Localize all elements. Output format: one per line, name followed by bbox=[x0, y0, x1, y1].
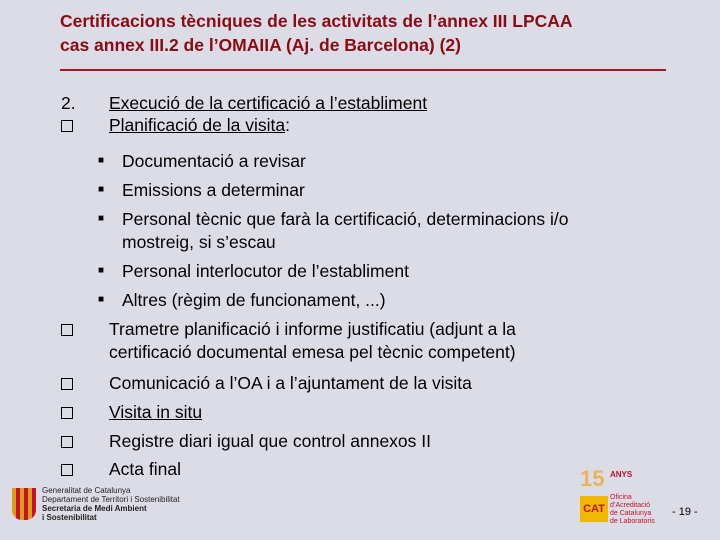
list-item-comunicacio: Comunicació a l’OA i a l’ajuntament de la visita bbox=[109, 373, 472, 393]
checkbox-bullet-icon bbox=[61, 372, 91, 395]
checkbox-bullet-icon bbox=[61, 318, 91, 341]
list-item-registre: Registre diari igual que control annexos II bbox=[109, 431, 431, 451]
generalitat-line: i Sostenibilitat bbox=[42, 513, 97, 522]
oac-cat-badge: CAT bbox=[580, 496, 608, 522]
sub-item: Emissions a determinar bbox=[122, 180, 305, 200]
list-item-trametre-cont: certificació documental emesa pel tècnic competent) bbox=[109, 342, 516, 362]
page-number: - 19 - bbox=[672, 506, 698, 518]
square-bullet-icon: ■ bbox=[98, 265, 105, 276]
checkbox-bullet-icon bbox=[61, 430, 91, 453]
generalitat-text bbox=[42, 486, 180, 522]
square-bullet-icon: ■ bbox=[98, 213, 105, 224]
generalitat-line: Departament de Territori i Sostenibilitat bbox=[42, 495, 180, 504]
senyera-shield-icon bbox=[12, 488, 36, 520]
oac-line: de Laboratoris bbox=[610, 518, 655, 525]
square-bullet-icon: ■ bbox=[98, 155, 105, 166]
planificacio-colon: : bbox=[285, 115, 290, 135]
oac-anniversary-number: 15 bbox=[580, 466, 605, 491]
sub-item-continuation: mostreig, si s’escau bbox=[122, 232, 276, 252]
title-line-1: Certificacions tècniques de les activitats de l’annex III LPCAA bbox=[60, 11, 573, 31]
list-number: 2. bbox=[61, 93, 76, 113]
generalitat-line: Secretaria de Medi Ambient bbox=[42, 504, 147, 513]
oac-logo bbox=[578, 466, 678, 526]
sub-item: Personal interlocutor de l’establiment bbox=[122, 261, 409, 281]
planificacio-label: Planificació de la visita bbox=[109, 115, 286, 135]
generalitat-line: Generalitat de Catalunya bbox=[42, 486, 131, 495]
checkbox-bullet-icon bbox=[61, 114, 91, 137]
list-item-planificacio bbox=[109, 114, 290, 136]
oac-anniversary-label: ANYS bbox=[610, 470, 633, 479]
sub-item: Altres (règim de funcionament, ...) bbox=[122, 290, 386, 310]
checkbox-bullet-icon bbox=[61, 401, 91, 424]
list-item-visita: Visita in situ bbox=[109, 402, 203, 422]
slide-title bbox=[60, 9, 700, 57]
sub-item: Personal tècnic que farà la certificació, determinacions i/o bbox=[122, 209, 569, 229]
square-bullet-icon: ■ bbox=[98, 184, 105, 195]
oac-text bbox=[610, 494, 655, 526]
sub-item: Documentació a revisar bbox=[122, 151, 306, 171]
list-item-acta: Acta final bbox=[109, 459, 181, 479]
oac-line: Oficina bbox=[610, 494, 632, 501]
list-item-trametre: Trametre planificació i informe justificatiu (adjunt a la bbox=[109, 319, 516, 339]
square-bullet-icon: ■ bbox=[98, 294, 105, 305]
oac-line: de Catalunya bbox=[610, 510, 652, 517]
list-item-execucio: Execució de la certificació a l’establiment bbox=[109, 93, 428, 113]
generalitat-logo bbox=[12, 486, 202, 526]
checkbox-bullet-icon bbox=[61, 458, 91, 481]
title-divider bbox=[60, 69, 666, 71]
oac-line: d’Acreditació bbox=[610, 502, 651, 509]
title-line-2: cas annex III.2 de l’OMAIIA (Aj. de Barcelona) (2) bbox=[60, 35, 461, 55]
